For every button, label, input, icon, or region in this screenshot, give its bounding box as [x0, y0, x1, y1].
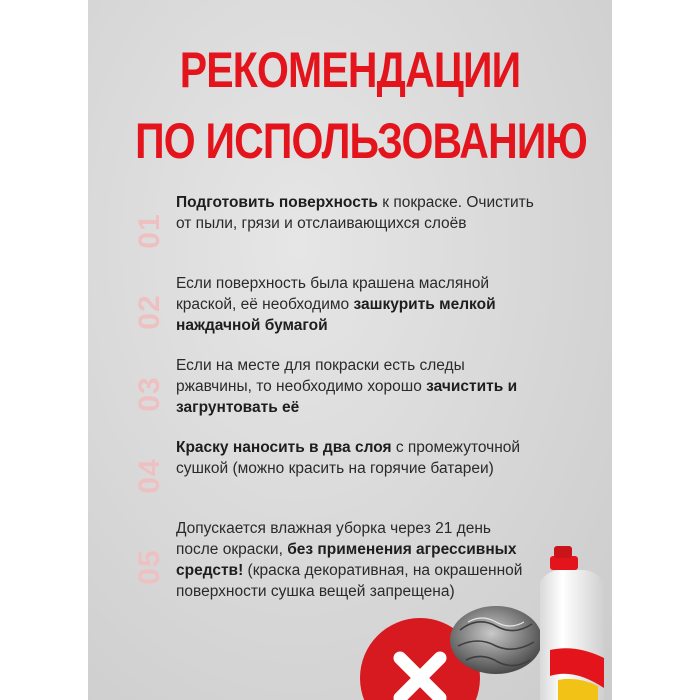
step-number: 03: [133, 376, 166, 412]
step-text-regular: (краска декоративная, на окрашенной поверхности сушка вещей запрещена): [176, 562, 523, 600]
step-number: 04: [133, 458, 166, 494]
step-text-bold: зашкурить мелкой наждачной бумагой: [176, 296, 496, 334]
detergent-bottle-icon: [540, 546, 604, 700]
instruction-card: [88, 0, 612, 700]
steel-wool-scrubber-icon: [450, 606, 542, 674]
step-text-regular: Если на месте для покраски есть следы ржавчины, то необходимо хорошо: [176, 357, 465, 395]
page-title-line-2: ПО ИСПОЛЬЗОВАНИЮ: [135, 113, 588, 169]
step-text-bold: зачистить и загрунтовать её: [176, 378, 518, 416]
step-text-bold: Подготовить поверхность: [176, 194, 378, 211]
cleaning-products-illustration: [88, 0, 612, 700]
step-number: 02: [133, 294, 166, 330]
step-text-regular: Допускается влажная уборка через 21 день после окраски,: [176, 520, 491, 558]
step-text-regular: с промежуточной сушкой (можно красить на горячие батареи): [176, 439, 521, 477]
page-title-line-1: РЕКОМЕНДАЦИИ: [179, 42, 521, 98]
step-text-regular: Если поверхность была крашена масляной краской, её необходимо: [176, 275, 490, 313]
step-text-bold: Краску наносить в два слоя: [176, 439, 392, 456]
step-text-bold: без применения агрессивных средств!: [176, 541, 517, 579]
step-number: 05: [133, 549, 166, 585]
step-number: 01: [133, 213, 166, 249]
step-text-regular: к покраске. Очистить от пыли, грязи и отслаивающихся слоёв: [176, 194, 534, 232]
